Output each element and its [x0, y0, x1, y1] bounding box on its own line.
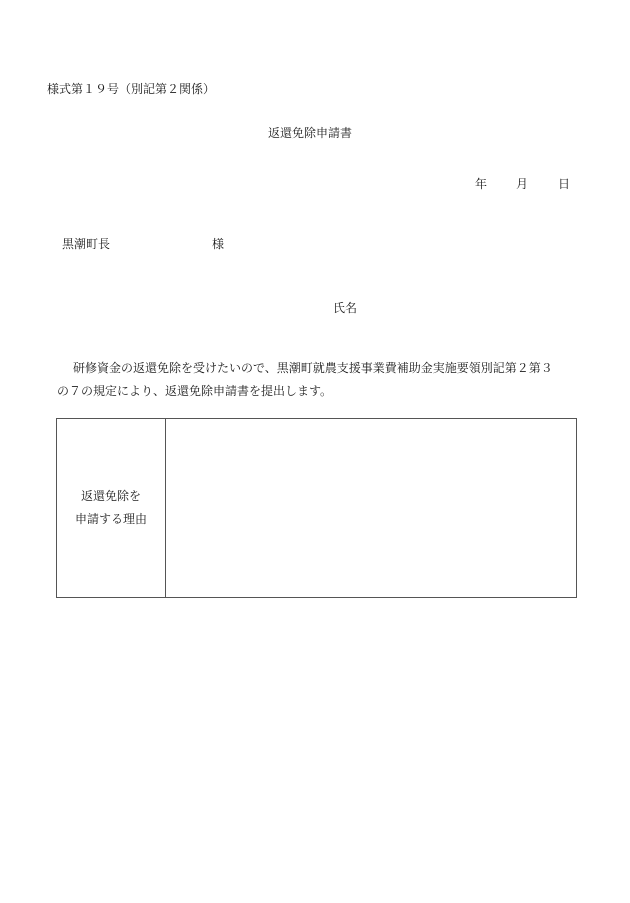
applicant-name-label: 氏名: [333, 301, 358, 315]
date-month-label: 月: [516, 177, 529, 191]
form-number: 様式第１９号（別記第２関係）: [47, 82, 216, 96]
reason-table: [56, 418, 577, 598]
date-year-label: 年: [475, 177, 488, 191]
reason-label-cell: [57, 419, 166, 597]
reason-value-cell: [166, 419, 576, 597]
body-text-line-1: 研修資金の返還免除を受けたいので、黒潮町就農支援事業費補助金実施要領別記第２第３: [73, 361, 553, 375]
addressee: 黒潮町長: [62, 237, 111, 251]
date-day-label: 日: [558, 177, 571, 191]
document-title: 返還免除申請書: [268, 126, 353, 140]
reason-label-line-1: 返還免除を: [80, 489, 141, 503]
honorific: 様: [212, 237, 225, 251]
body-text-line-2: の７の規定により、返還免除申請書を提出します。: [57, 384, 333, 398]
reason-label-line-2: 申請する理由: [74, 512, 147, 526]
